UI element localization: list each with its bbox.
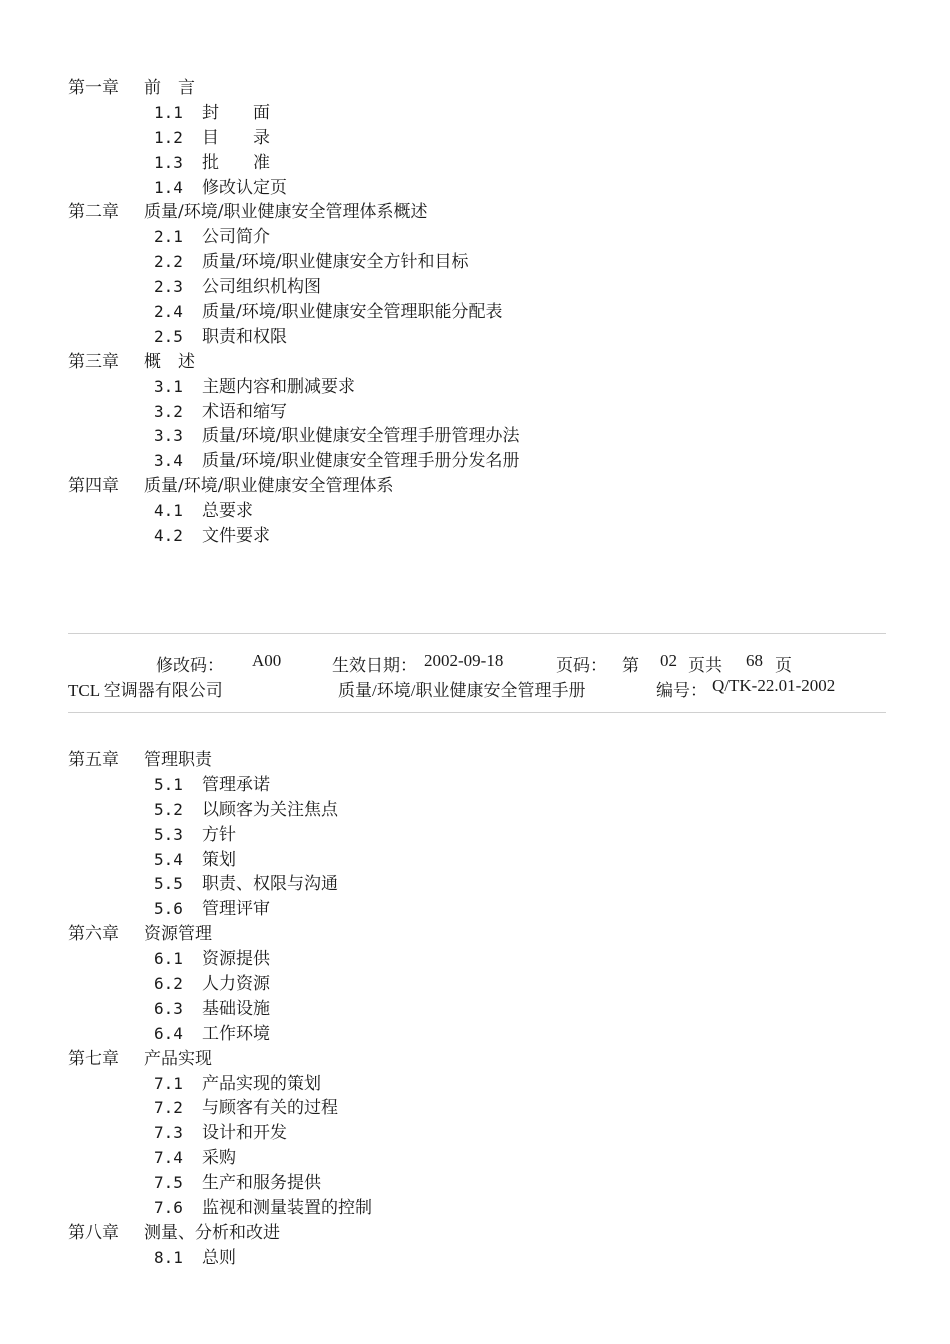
section-number: 7.6 <box>154 1198 183 1218</box>
chapter-number: 第七章 <box>68 1048 119 1069</box>
chapter-number: 第八章 <box>68 1222 119 1243</box>
toc-section <box>68 1196 888 1221</box>
toc-section <box>68 872 888 897</box>
section-number: 6.1 <box>154 949 183 969</box>
section-title: 与顾客有关的过程 <box>202 1098 338 1119</box>
section-number: 5.1 <box>154 774 183 794</box>
toc-section <box>68 897 888 922</box>
toc-chapter <box>68 922 888 947</box>
section-title: 质量/环境/职业健康安全管理手册分发名册 <box>202 451 520 472</box>
section-number: 4.1 <box>154 501 183 521</box>
chapter-number: 第五章 <box>68 750 119 770</box>
section-number: 7.1 <box>154 1073 183 1093</box>
section-number: 7.5 <box>154 1173 183 1193</box>
section-title: 术语和缩写 <box>202 401 287 422</box>
section-title: 产品实现的策划 <box>202 1073 321 1094</box>
section-number: 1.2 <box>154 127 183 147</box>
toc-section <box>68 947 888 972</box>
toc-section <box>68 325 888 350</box>
toc-chapter <box>68 76 888 101</box>
manual-title: 质量/环境/职业健康安全管理手册 <box>338 681 586 700</box>
section-title: 工作环境 <box>202 1023 270 1044</box>
company-name: TCL 空调器有限公司 <box>68 681 223 700</box>
section-title: 职责和权限 <box>202 326 287 347</box>
section-title: 监视和测量装置的控制 <box>202 1198 372 1219</box>
section-number: 3.4 <box>154 451 183 471</box>
toc-section <box>68 300 888 325</box>
section-title: 职责、权限与沟通 <box>202 874 338 895</box>
toc-part-2 <box>68 748 888 1271</box>
section-number: 8.1 <box>154 1247 183 1267</box>
effective-date-label: 生效日期： <box>332 656 417 675</box>
toc-section <box>68 823 888 848</box>
section-title: 主题内容和删减要求 <box>202 376 355 397</box>
section-number: 2.3 <box>154 277 183 297</box>
chapter-title: 质量/环境/职业健康安全管理体系 <box>144 476 394 497</box>
page-footer <box>68 633 886 713</box>
section-number: 6.2 <box>154 974 183 994</box>
chapter-title: 资源管理 <box>144 924 212 945</box>
chapter-number: 第三章 <box>68 351 119 372</box>
section-number: 2.5 <box>154 326 183 346</box>
section-title: 策划 <box>202 849 236 870</box>
toc-chapter <box>68 200 888 225</box>
section-number: 5.4 <box>154 849 183 869</box>
chapter-title: 概 述 <box>144 351 195 372</box>
toc-section <box>68 997 888 1022</box>
section-title: 生产和服务提供 <box>202 1173 321 1194</box>
section-number: 4.2 <box>154 526 183 546</box>
toc-section <box>68 225 888 250</box>
section-number: 6.3 <box>154 998 183 1018</box>
section-title: 设计和开发 <box>202 1123 287 1144</box>
section-title: 基础设施 <box>202 998 270 1019</box>
toc-section <box>68 972 888 997</box>
chapter-number: 第四章 <box>68 476 119 497</box>
revision-label: 修改码： <box>156 656 224 675</box>
toc-section <box>68 524 888 549</box>
toc-section <box>68 400 888 425</box>
chapter-title: 管理职责 <box>144 750 212 770</box>
toc-chapter <box>68 474 888 499</box>
toc-section <box>68 1022 888 1047</box>
toc-section <box>68 1121 888 1146</box>
page-total: 68 <box>746 651 763 670</box>
page-suffix: 页 <box>775 656 792 675</box>
section-title: 目 录 <box>202 127 270 148</box>
chapter-number: 第二章 <box>68 202 119 223</box>
section-title: 人力资源 <box>202 974 270 995</box>
section-title: 封 面 <box>202 102 270 123</box>
toc-section <box>68 101 888 126</box>
section-title: 公司组织机构图 <box>202 277 321 298</box>
toc-section <box>68 449 888 474</box>
toc-section <box>68 275 888 300</box>
section-number: 7.2 <box>154 1098 183 1118</box>
chapter-title: 产品实现 <box>144 1048 212 1069</box>
section-number: 7.3 <box>154 1123 183 1143</box>
section-title: 采购 <box>202 1148 236 1169</box>
section-title: 总则 <box>202 1247 236 1268</box>
section-title: 批 准 <box>202 152 270 173</box>
section-number: 3.1 <box>154 376 183 396</box>
section-number: 3.2 <box>154 401 183 421</box>
section-number: 2.1 <box>154 227 183 247</box>
toc-section <box>68 798 888 823</box>
toc-section <box>68 424 888 449</box>
section-number: 5.5 <box>154 874 183 894</box>
section-number: 2.4 <box>154 302 183 322</box>
revision-value: A00 <box>252 651 282 670</box>
section-number: 5.6 <box>154 899 183 919</box>
chapter-title: 质量/环境/职业健康安全管理体系概述 <box>144 202 428 223</box>
doc-number-value: Q/TK-22.01-2002 <box>712 676 836 695</box>
section-number: 2.2 <box>154 252 183 272</box>
section-title: 总要求 <box>202 501 253 522</box>
section-number: 5.3 <box>154 824 183 844</box>
toc-section <box>68 176 888 201</box>
section-number: 1.4 <box>154 177 183 197</box>
chapter-title: 测量、分析和改进 <box>144 1222 280 1243</box>
section-title: 质量/环境/职业健康安全方针和目标 <box>202 252 469 273</box>
toc-section <box>68 1171 888 1196</box>
toc-chapter <box>68 1221 888 1246</box>
toc-section <box>68 1096 888 1121</box>
section-title: 公司简介 <box>202 227 270 248</box>
toc-section <box>68 375 888 400</box>
section-title: 质量/环境/职业健康安全管理手册管理办法 <box>202 426 520 447</box>
section-number: 3.3 <box>154 426 183 446</box>
toc-section <box>68 499 888 524</box>
page-prefix: 第 <box>622 656 639 675</box>
doc-number-label: 编号： <box>656 681 707 700</box>
section-title: 修改认定页 <box>202 177 287 198</box>
toc-part-1 <box>68 76 888 549</box>
effective-date-value: 2002-09-18 <box>424 651 504 670</box>
section-title: 以顾客为关注焦点 <box>202 799 338 820</box>
section-number: 7.4 <box>154 1148 183 1168</box>
chapter-number: 第一章 <box>68 78 119 98</box>
section-title: 管理评审 <box>202 899 270 920</box>
section-title: 质量/环境/职业健康安全管理职能分配表 <box>202 302 503 323</box>
section-number: 1.3 <box>154 152 183 172</box>
toc-section <box>68 773 888 798</box>
toc-section <box>68 1072 888 1097</box>
section-number: 5.2 <box>154 799 183 819</box>
toc-section <box>68 1246 888 1271</box>
toc-chapter <box>68 350 888 375</box>
chapter-number: 第六章 <box>68 924 119 945</box>
toc-chapter <box>68 748 888 773</box>
toc-section <box>68 151 888 176</box>
page-label: 页码： <box>556 656 607 675</box>
section-number: 1.1 <box>154 102 183 122</box>
section-title: 文件要求 <box>202 526 270 547</box>
chapter-title: 前 言 <box>144 78 195 98</box>
section-title: 方针 <box>202 824 236 845</box>
section-title: 资源提供 <box>202 949 270 970</box>
page-number: 02 <box>660 651 677 670</box>
toc-section <box>68 1146 888 1171</box>
toc-section <box>68 848 888 873</box>
toc-section <box>68 126 888 151</box>
page-mid: 页共 <box>688 656 722 675</box>
toc-chapter <box>68 1047 888 1072</box>
section-number: 6.4 <box>154 1023 183 1043</box>
toc-section <box>68 250 888 275</box>
section-title: 管理承诺 <box>202 774 270 795</box>
